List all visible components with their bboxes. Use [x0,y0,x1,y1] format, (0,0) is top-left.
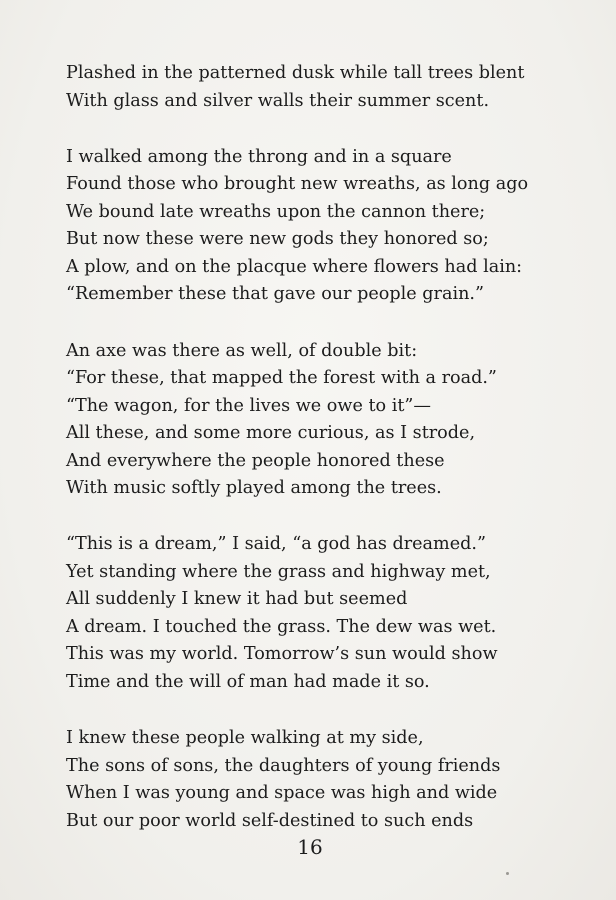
poem-text [66,60,611,835]
poem-line: Found those who brought new wreaths, as long ago [66,174,529,195]
poem-line: With glass and silver walls their summer scent. [66,90,490,111]
poem-line: And everywhere the people honored these [66,450,445,471]
poem-line: A plow, and on the placque where flowers had lain: [66,256,523,277]
poem-line: All these, and some more curious, as I strode, [66,423,476,444]
poem-line: The sons of sons, the daughters of young friends [66,755,501,776]
poem-line: With music softly played among the trees. [66,478,442,499]
poem-line: We bound late wreaths upon the cannon there; [66,201,486,222]
poem-line: Yet standing where the grass and highway met, [66,561,491,582]
paper-speck [506,872,509,875]
poem-line: “This is a dream,” I said, “a god has dreamed.” [66,534,486,555]
poem-line: But now these were new gods they honored so; [66,229,489,250]
poem-line: I walked among the throng and in a square [66,146,452,167]
page-number: 16 [297,835,323,859]
poem-line: I knew these people walking at my side, [66,728,424,749]
stanza-3 [66,338,611,503]
stanza-break [66,696,611,725]
poem-line: When I was young and space was high and wide [66,783,498,804]
poem-line: “For these, that mapped the forest with a road.” [66,368,497,389]
stanza-5 [66,725,611,835]
poem-line: “The wagon, for the lives we owe to it”— [66,395,431,416]
poem-line: All suddenly I knew it had but seemed [66,589,408,610]
poem-line: “Remember these that gave our people grain.” [66,284,484,305]
stanza-2 [66,144,611,309]
stanza-break [66,503,611,532]
poem-line: Time and the will of man had made it so. [66,671,430,692]
poem-line: But our poor world self-destined to such ends [66,810,474,831]
stanza-1 [66,60,611,115]
stanza-break [66,115,611,144]
stanza-break [66,309,611,338]
poem-line: An axe was there as well, of double bit: [66,340,418,361]
stanza-4 [66,531,611,696]
poem-line: Plashed in the patterned dusk while tall trees blent [66,63,525,83]
poem-line: A dream. I touched the grass. The dew was wet. [66,616,497,637]
poem-line: This was my world. Tomorrow’s sun would show [66,644,498,665]
